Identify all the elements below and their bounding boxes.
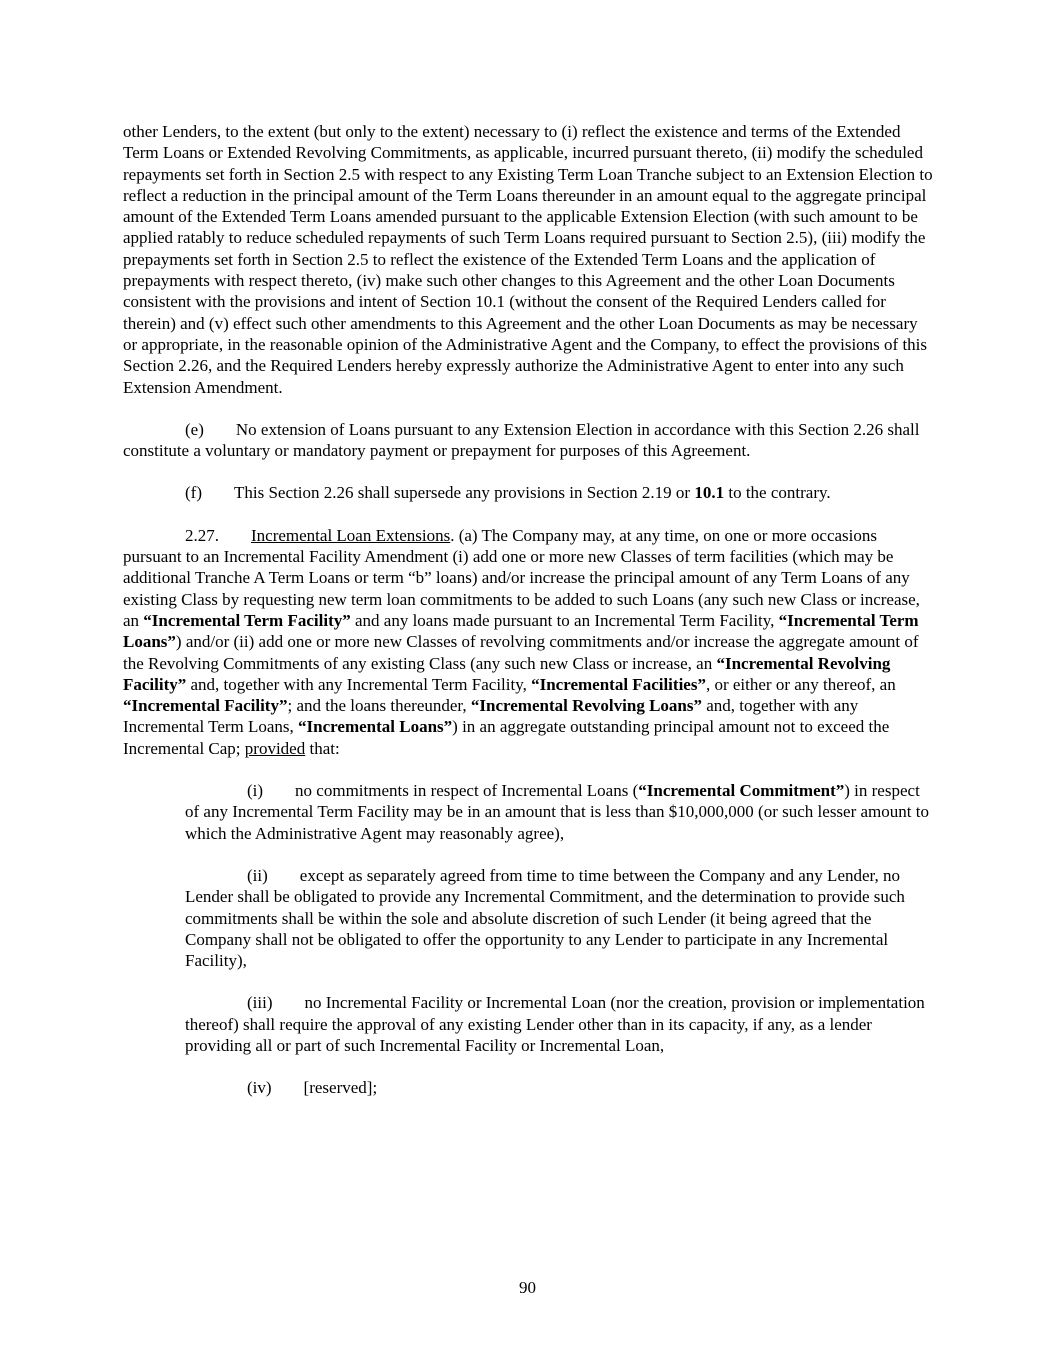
text-run: 10.1 (694, 483, 725, 503)
paragraph-subclause-i (185, 780, 933, 844)
text-run: ) and/or (ii) add one or more new Classes of revolving commitments and/or increase the aggregate amount of the Revolving Commitments of any existing Class (any such new Class or increase, an (123, 632, 919, 673)
text-run: that: (305, 738, 340, 758)
text-run: This Section 2.26 shall supersede any provisions in Section 2.19 or (233, 483, 695, 503)
text-run: ; and the loans thereunder, (287, 696, 471, 716)
paragraph-continuation (123, 121, 933, 398)
text-run: and any loans made pursuant to an Incremental Term Facility, (350, 610, 779, 630)
text-run: ) in respect of any Incremental Term Facility may be in an amount that is less than $10,000,000 (or such lesser amount to which the Administrative Agent may reasonably agree), (185, 781, 929, 843)
text-run: . (a) The Company may, at any time, on one or more occasions pursuant to an Incremental Facility Amendment (i) add one or more new Classes of term facilities (which may be additional Tranche A Term Loans or term “b” loans) and/or increase the principal amount of any Term Loans of any existing Class by requesting new term loan commitments to be added to such Loans (any such new Class or increase, an (123, 525, 920, 630)
text-run: provided (244, 738, 306, 758)
text-run: No extension of Loans pursuant to any Extension Election in accordance with this Section 2.26 shall constitute a voluntary or mandatory payment or prepayment for purposes of this Agreement. (123, 419, 920, 461)
text-run: to the contrary. (724, 483, 831, 503)
text-run: and, together with any Incremental Term Facility, (186, 674, 532, 694)
paragraph-subclause-ii (185, 865, 933, 971)
paragraph-section-2-27 (123, 525, 933, 759)
text-run: no Incremental Facility or Incremental Loan (nor the creation, provision or implementation thereof) shall require the approval of any existing Lender other than in its capacity, if any, as a lender providing all or part of such Incremental Facility or Incremental Loan, (185, 993, 925, 1055)
text-run: [reserved]; (303, 1078, 378, 1098)
page-number: 90 (519, 1278, 536, 1297)
text-run: “Incremental Term Loans” (123, 610, 919, 652)
page-body (123, 121, 933, 1120)
text-run: 2.27. (185, 525, 219, 545)
text-run: “Incremental Loans” (298, 717, 453, 737)
text-run: Incremental Loan Extensions (251, 525, 451, 545)
text-run: ) in an aggregate outstanding principal amount not to exceed the Incremental Cap; (123, 717, 890, 758)
text-run: “Incremental Revolving Facility” (123, 653, 891, 694)
text-run: “Incremental Revolving Loans” (470, 696, 702, 716)
paragraph-subclause-iii (185, 992, 933, 1056)
text-run: (iii) (247, 993, 273, 1013)
text-run: except as separately agreed from time to time between the Company and any Lender, no Lender shall be obligated to provide any Incremental Commitment, and the determination to provide such commitments shall be within the sole and absolute discretion of such Lender (it being agreed that the Company shall not be obligated to offer the opportunity to any Lender to participate in any Incremental Facility), (185, 865, 905, 971)
text-run: other Lenders, to the extent (but only to the extent) necessary to (i) reflect the existence and terms of the Extended Term Loans or Extended Revolving Commitments, as applicable, incurred pursuant thereto, (ii) modify the scheduled repayments set forth in Section 2.5 with respect to any Existing Term Loan Tranche subject to an Extension Election to reflect a reduction in the principal amount of the Term Loans thereunder in an amount equal to the aggregate principal amount of the Extended Term Loans amended pursuant to the applicable Extension Election (with such amount to be applied ratably to reduce scheduled repayments of such Term Loans required pursuant to Section 2.5), (iii) modify the prepayments set forth in Section 2.5 to reflect the existence of the Extended Term Loans and the application of prepayments with respect thereto, (iv) make such other changes to this Agreement and the other Loan Documents consistent with the provisions and intent of Section 10.1 (without the consent of the Required Lenders called for therein) and (v) effect such other amendments to this Agreement and the other Loan Documents as may be necessary or appropriate, in the reasonable opinion of the Administrative Agent and the Company, to effect the provisions of this Section 2.26, and the Required Lenders hereby expressly authorize the Administrative Agent to enter into any such Extension Amendment. (123, 122, 933, 397)
text-run: , or either or any thereof, an (705, 674, 896, 694)
text-run: “Incremental Facility” (123, 696, 288, 716)
text-run: and, together with any Incremental Term Loans, (123, 696, 859, 737)
text-run: “Incremental Commitment” (638, 781, 845, 801)
text-run: (iv) (247, 1078, 272, 1098)
text-run: “Incremental Facilities” (531, 674, 706, 694)
text-run: (ii) (247, 865, 268, 885)
text-run: (i) (247, 781, 264, 801)
paragraph-clause-f (123, 482, 933, 503)
text-run: (e) (185, 419, 204, 439)
text-run: (f) (185, 483, 202, 503)
paragraph-subclause-iv (185, 1077, 933, 1098)
text-run: no commitments in respect of Incremental Loans ( (295, 781, 639, 801)
text-run: “Incremental Term Facility” (143, 610, 351, 630)
paragraph-clause-e (123, 419, 933, 462)
